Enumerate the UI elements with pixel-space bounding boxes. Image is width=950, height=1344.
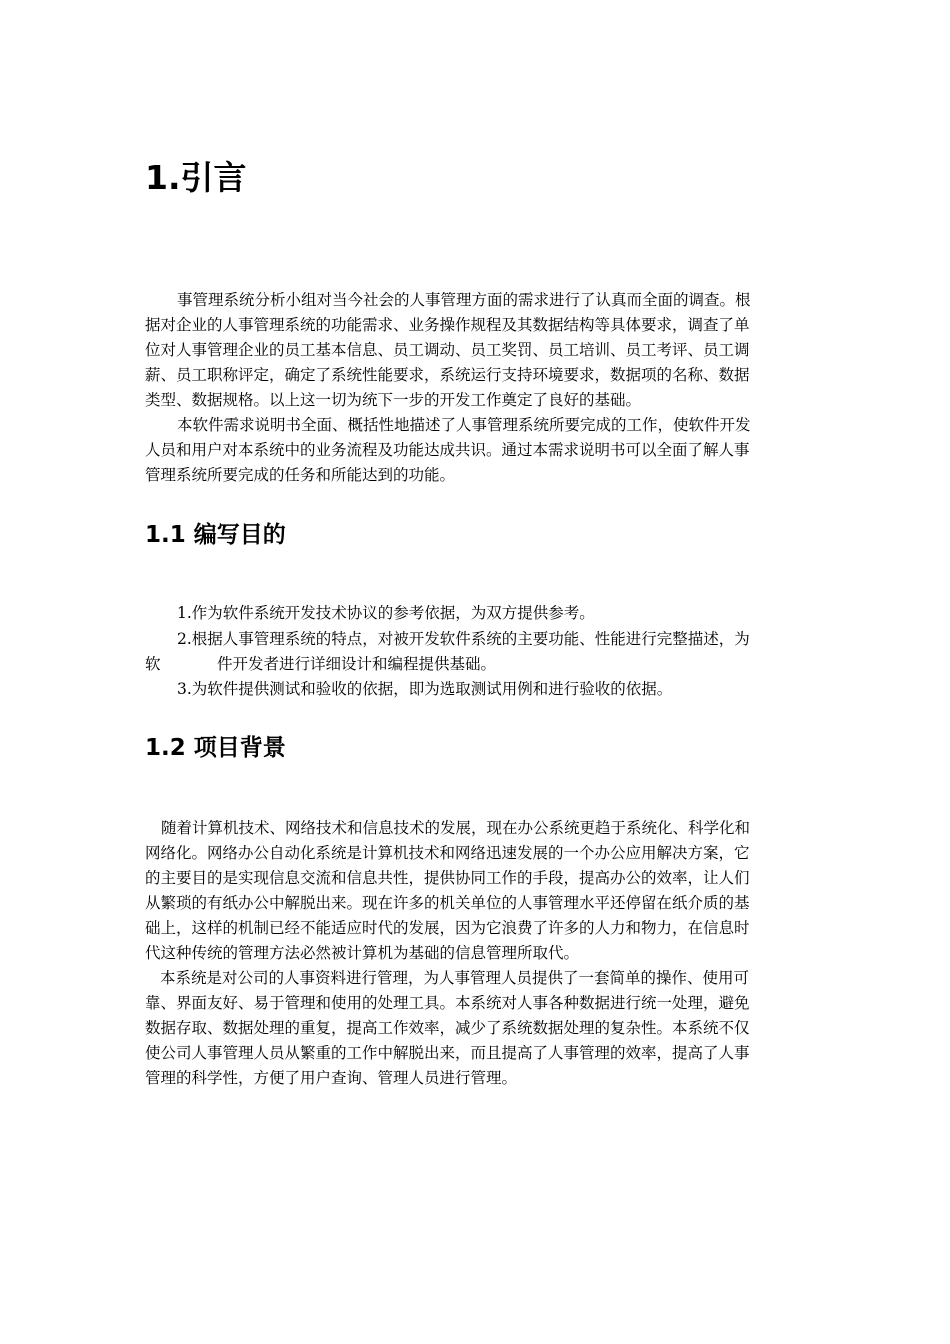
purpose-item-2-line-2 bbox=[145, 652, 497, 677]
background-paragraph-2-line: 数据存取、数据处理的重复，提高工作效率，减少了系统数据处理的复杂性。本系统不仅 bbox=[145, 1019, 750, 1037]
section-heading-purpose: 1.1 编写目的 bbox=[145, 522, 286, 548]
background-paragraph-2-line: 靠、界面友好、易于管理和使用的处理工具。本系统对人事各种数据进行统一处理，避免 bbox=[145, 994, 750, 1012]
intro-paragraph-1-line: 据对企业的人事管理系统的功能需求、业务操作规程及其数据结构等具体要求，调查了单 bbox=[145, 316, 750, 334]
purpose-item-2-line-2-head: 软 bbox=[145, 655, 161, 673]
intro-paragraph-1-line: 位对人事管理企业的员工基本信息、员工调动、员工奖罚、员工培训、员工考评、员工调 bbox=[145, 341, 750, 359]
intro-paragraph-1-line: 薪、员工职称评定，确定了系统性能要求，系统运行支持环境要求，数据项的名称、数据 bbox=[145, 366, 750, 384]
purpose-item-2-line-1: 2.根据人事管理系统的特点，对被开发软件系统的主要功能、性能进行完整描述，为 bbox=[177, 630, 750, 648]
background-paragraph-1-line: 的主要目的是实现信息交流和信息共性，提供协同工作的手段，提高办公的效率，让人们 bbox=[145, 869, 750, 887]
intro-paragraph-1-line: 事管理系统分析小组对当今社会的人事管理方面的需求进行了认真而全面的调查。根 bbox=[177, 291, 751, 309]
background-paragraph-1-line: 础上，这样的机制已经不能适应时代的发展，因为它浪费了许多的人力和物力，在信息时 bbox=[145, 919, 750, 937]
intro-paragraph-1-line: 类型、数据规格。以上这一切为统下一步的开发工作奠定了良好的基础。 bbox=[145, 391, 642, 409]
section-heading-introduction: 1.引言 bbox=[145, 158, 247, 197]
intro-paragraph-2-line: 本软件需求说明书全面、概括性地描述了人事管理系统所要完成的工作，使软件开发 bbox=[177, 416, 751, 434]
purpose-item-3: 3.为软件提供测试和验收的依据，即为选取测试用例和进行验收的依据。 bbox=[177, 680, 673, 698]
section-heading-background: 1.2 项目背景 bbox=[145, 735, 286, 761]
purpose-item-1: 1.作为软件系统开发技术协议的参考依据，为双方提供参考。 bbox=[177, 604, 595, 622]
background-paragraph-2-line: 管理的科学性，方便了用户查询、管理人员进行管理。 bbox=[145, 1069, 518, 1087]
background-paragraph-2-line: 使公司人事管理人员从繁重的工作中解脱出来，而且提高了人事管理的效率，提高了人事 bbox=[145, 1044, 750, 1062]
background-paragraph-2-line: 本系统是对公司的人事资料进行管理，为人事管理人员提供了一套简单的操作、使用可 bbox=[160, 969, 750, 987]
purpose-item-2-line-2-tail: 件开发者进行详细设计和编程提供基础。 bbox=[217, 655, 497, 673]
background-paragraph-1-line: 从繁琐的有纸办公中解脱出来。现在许多的机关单位的人事管理水平还停留在纸介质的基 bbox=[145, 894, 750, 912]
background-paragraph-1-line: 网络化。网络办公自动化系统是计算机技术和网络迅速发展的一个办公应用解决方案，它 bbox=[145, 844, 750, 862]
background-paragraph-1-line: 代这种传统的管理方法必然被计算机为基础的信息管理所取代。 bbox=[145, 944, 580, 962]
intro-paragraph-2-line: 人员和用户对本系统中的业务流程及功能达成共识。通过本需求说明书可以全面了解人事 bbox=[145, 441, 750, 459]
background-paragraph-1-line: 随着计算机技术、网络技术和信息技术的发展，现在办公系统更趋于系统化、科学化和 bbox=[161, 819, 751, 837]
intro-paragraph-2-line: 管理系统所要完成的任务和所能达到的功能。 bbox=[145, 466, 456, 484]
